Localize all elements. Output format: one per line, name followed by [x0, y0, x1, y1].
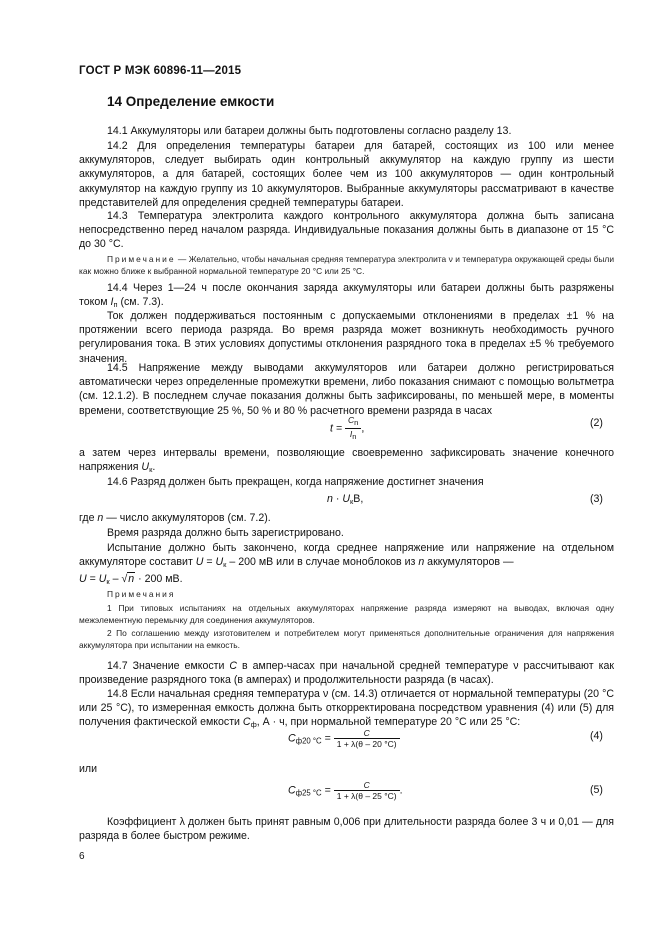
or-word: или	[79, 763, 98, 775]
equation-4: $С_{ф20 ^\circ С}$ = $\frac{С}{1 + \lambda(\theta - 20 ^\circ С)}$	[288, 728, 400, 749]
note-text: — Желательно, чтобы начальная средняя температура электролита ν и температура окружающей среды были как можно ближе к выбранной нормальной температуре 20 °С или 25 °С.	[79, 254, 614, 276]
page-number: 6	[79, 851, 85, 862]
paragraph-time: Время разряда должно быть зарегистрировано.	[107, 527, 344, 539]
notes-label: Примечания	[107, 589, 176, 599]
paragraph-14-8: 14.8 Если начальная средняя температура ν (см. 14.3) отличается от нормальной температуры (20 °С или 25 °С), то измеренная емкость должна быть откорректирована посредством уравнения (4) или (5) для получения фактической емкости $С_ф$, А · ч, при нормальной температуре 20 °С или 25 °С:	[79, 688, 614, 730]
paragraph-test-end: Испытание должно быть закончено, когда среднее напряжение или напряжение на отдельном аккумуляторе составит $U = U_к - 200$ мВ или в случае моноблоков из n аккумуляторов — $U = U_к - √n \cdot 200$ мВ.	[79, 542, 614, 587]
note-label: Примечание	[107, 254, 176, 264]
equation-3-number: (3)	[590, 493, 603, 505]
paragraph-14-6: 14.6 Разряд должен быть прекращен, когда напряжение достигнет значения	[107, 476, 484, 488]
standard-header: ГОСТ Р МЭК 60896-11—2015	[79, 65, 242, 77]
note-item-1: 1 При типовых испытаниях на отдельных аккумуляторах напряжение разряда измеряют на выводах, включая одну межэлементную перемычку для соединения аккумуляторов.	[79, 603, 614, 625]
paragraph-14-3: 14.3 Температура электролита каждого контрольного аккумулятора должна быть записана непосредственно перед началом разряда. Индивидуальные показания должны быть в диапазоне от 15 °С до 30 °С.	[79, 210, 614, 251]
equation-2-number: (2)	[590, 417, 603, 429]
equation-5: $С_{ф25 ^\circ С}$ = $\frac{С}{1 + \lambda(\theta - 25 ^\circ С)}$ .	[288, 780, 403, 801]
note-1	[79, 253, 614, 277]
equation-2: t = $\frac{Cn}{In}$ ,	[330, 415, 365, 441]
paragraph-14-4: 14.4 Через 1—24 ч после окончания заряда аккумуляторы или батареи должны быть разряжены током $I_п$ (см. 7.3).	[79, 282, 614, 310]
paragraph-14-4-current: Ток должен поддерживаться постоянным с допускаемыми отклонениями в пределах ±1 % на протяжении всего периода разряда. Во время разряда может возникнуть необходимость ручного регулирования тока. В этих условиях допустимы отклонения разрядного тока в пределах ±5 % требуемого значения.	[79, 310, 614, 365]
paragraph-coefficient: Коэффициент λ должен быть принят равным 0,006 при длительности разряда более 3 ч и 0,01 — для разряда в более быстром режиме.	[79, 816, 614, 843]
equation-5-number: (5)	[590, 784, 603, 796]
equation-4-number: (4)	[590, 730, 603, 742]
paragraph-where: где n — число аккумуляторов (см. 7.2).	[79, 512, 271, 524]
paragraph-14-7: 14.7 Значение емкости С в ампер-часах при начальной средней температуре ν рассчитывают как произведение разрядного тока (в амперах) и продолжительности разряда (в часах).	[79, 660, 614, 687]
section-title: 14 Определение емкости	[107, 94, 275, 109]
paragraph-final-voltage: а затем через интервалы времени, позволяющие своевременно зафиксировать значение конечного напряжения $U_к$.	[79, 447, 614, 475]
paragraph-14-1: 14.1 Аккумуляторы или батареи должны быть подготовлены согласно разделу 13.	[107, 125, 512, 137]
paragraph-14-2: 14.2 Для определения температуры батареи для батарей, состоящих из 100 или менее аккумуляторов, следует выбирать один контрольный аккумулятор на каждую группу из шести аккумуляторов, а для батарей, состоящих более чем из 100 аккумуляторов — один контрольный аккумулятор на каждую группу из 10 аккумуляторов. Выбранные аккумуляторы рассматривают в качестве представителей для определения средней температуры батареи.	[79, 140, 614, 209]
paragraph-14-5: 14.5 Напряжение между выводами аккумуляторов или батареи должно регистрироваться автоматически через определенные промежутки времени, либо показания снимают с помощью вольтметра (см. 12.1.2). В последнем случае показания должны быть зафиксированы, по меньшей мере, в моменты времени, соответствующие 25 %, 50 % и 80 % расчетного времени разряда в часах	[79, 362, 614, 417]
note-item-2: 2 По соглашению между изготовителем и потребителем могут применяться дополнительные ограничения для напряжения аккумулятора при испытании на емкость.	[79, 628, 614, 650]
equation-3: $n \cdot U_кВ$,	[327, 493, 364, 506]
